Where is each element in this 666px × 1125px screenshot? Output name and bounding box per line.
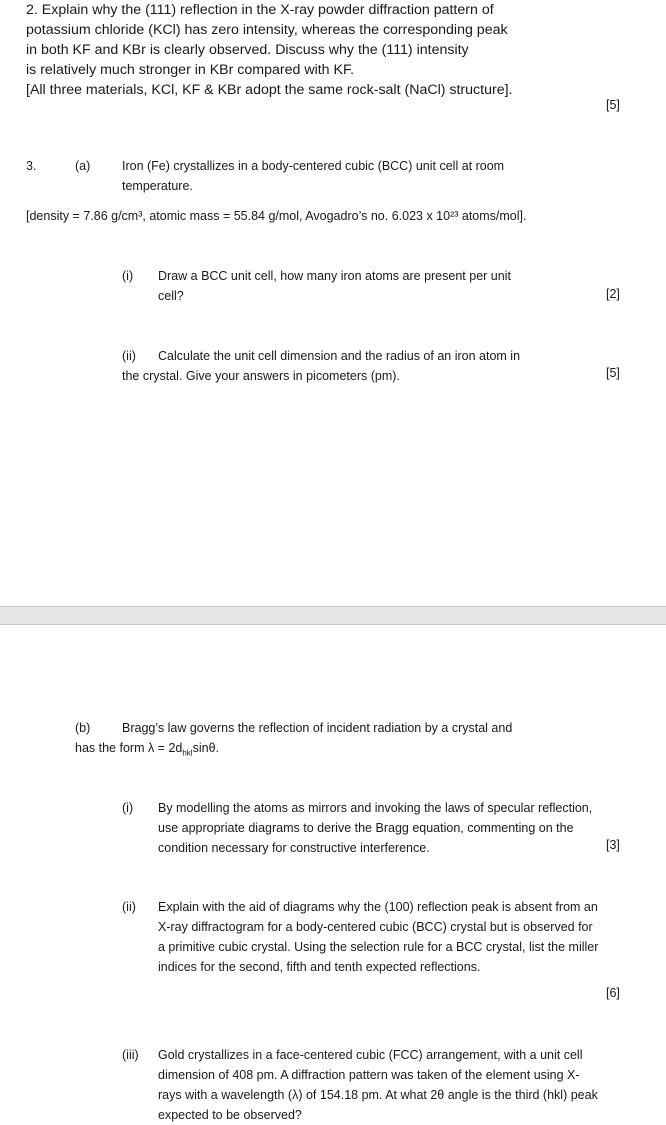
q3aii-label: (ii) [122,349,136,363]
q3bii-line-4: indices for the second, fifth and tenth expected reflections. [158,960,481,974]
q3bii-line-3: a primitive cubic crystal. Using the selection rule for a BCC crystal, list the miller [158,940,599,954]
q2-line-2: potassium chloride (KCl) has zero intensity, whereas the corresponding peak [26,22,508,38]
q3bii-line-2: X-ray diffractogram for a body-centered cubic (BCC) crystal but is observed for [158,920,593,934]
q3biii-line-1: Gold crystallizes in a face-centered cubic (FCC) arrangement, with a unit cell [158,1048,583,1062]
page-break [0,606,666,625]
q3bi-text [158,798,628,858]
q3bii-mark: [6] [606,986,620,1000]
q3bi-line-1: By modelling the atoms as mirrors and invoking the laws of specular reflection, [158,801,593,815]
q2-mark: [5] [606,98,620,112]
q3bi-label: (i) [122,801,134,815]
q3biii-line-3: rays with a wavelength (λ) of 154.18 pm. At what 2θ angle is the third (hkl) peak [158,1088,598,1102]
q3b-line-2-sub: hkl [182,748,193,758]
q3biii-line-4: expected to be observed? [158,1108,302,1122]
q3bii-label: (ii) [122,900,136,914]
q3bi-line-2: use appropriate diagrams to derive the Bragg equation, commenting on the [158,821,574,835]
q3aii-line-2: the crystal. Give your answers in picometers (pm). [122,369,400,383]
q3-density-line: [density = 7.86 g/cm³, atomic mass = 55.84 g/mol, Avogadro’s no. 6.023 x 10²³ atoms/mol]. [26,209,527,223]
q3biii-label: (iii) [122,1048,139,1062]
q3bii-line-1: Explain with the aid of diagrams why the (100) reflection peak is absent from an [158,900,598,914]
q3ai-label: (i) [122,269,134,283]
q3a-text [122,156,572,196]
q3bii-text [158,897,628,977]
q3ai-mark: [2] [606,287,620,301]
q3b-line-2-text: has the form λ = 2d [75,741,183,755]
q3a-line-1: Iron (Fe) crystallizes in a body-centered cubic (BCC) unit cell at room [122,159,505,173]
q2-line-1: 2. Explain why the (111) reflection in the X-ray powder diffraction pattern of [26,2,494,18]
q3bi-line-3: condition necessary for constructive interference. [158,841,430,855]
q3bi-mark: [3] [606,838,620,852]
question-2 [26,0,636,100]
q3biii-text [158,1045,628,1125]
q3aii-mark: [5] [606,366,620,380]
q2-line-5: [All three materials, KCl, KF & KBr adopt the same rock-salt (NaCl) structure]. [26,82,513,98]
q3-number: 3. [26,159,37,173]
q3aii-line-1: Calculate the unit cell dimension and the radius of an iron atom in [158,349,521,363]
q3biii-line-2: dimension of 408 pm. A diffraction pattern was taken of the element using X- [158,1068,580,1082]
q3b-label: (b) [75,721,91,735]
q3b-line-2-end: sinθ. [192,741,219,755]
q3b-line-1: Bragg’s law governs the reflection of incident radiation by a crystal and [122,721,513,735]
q3b-line-2 [75,738,219,764]
q3a-line-2: temperature. [122,179,193,193]
q3ai-line-1: Draw a BCC unit cell, how many iron atoms are present per unit [158,269,511,283]
q3a-label: (a) [75,159,91,173]
q3ai-line-2: cell? [158,289,184,303]
q2-line-3: in both KF and KBr is clearly observed. Discuss why the (111) intensity [26,42,469,58]
q2-line-4: is relatively much stronger in KBr compared with KF. [26,62,355,78]
q3ai-text [158,266,578,306]
